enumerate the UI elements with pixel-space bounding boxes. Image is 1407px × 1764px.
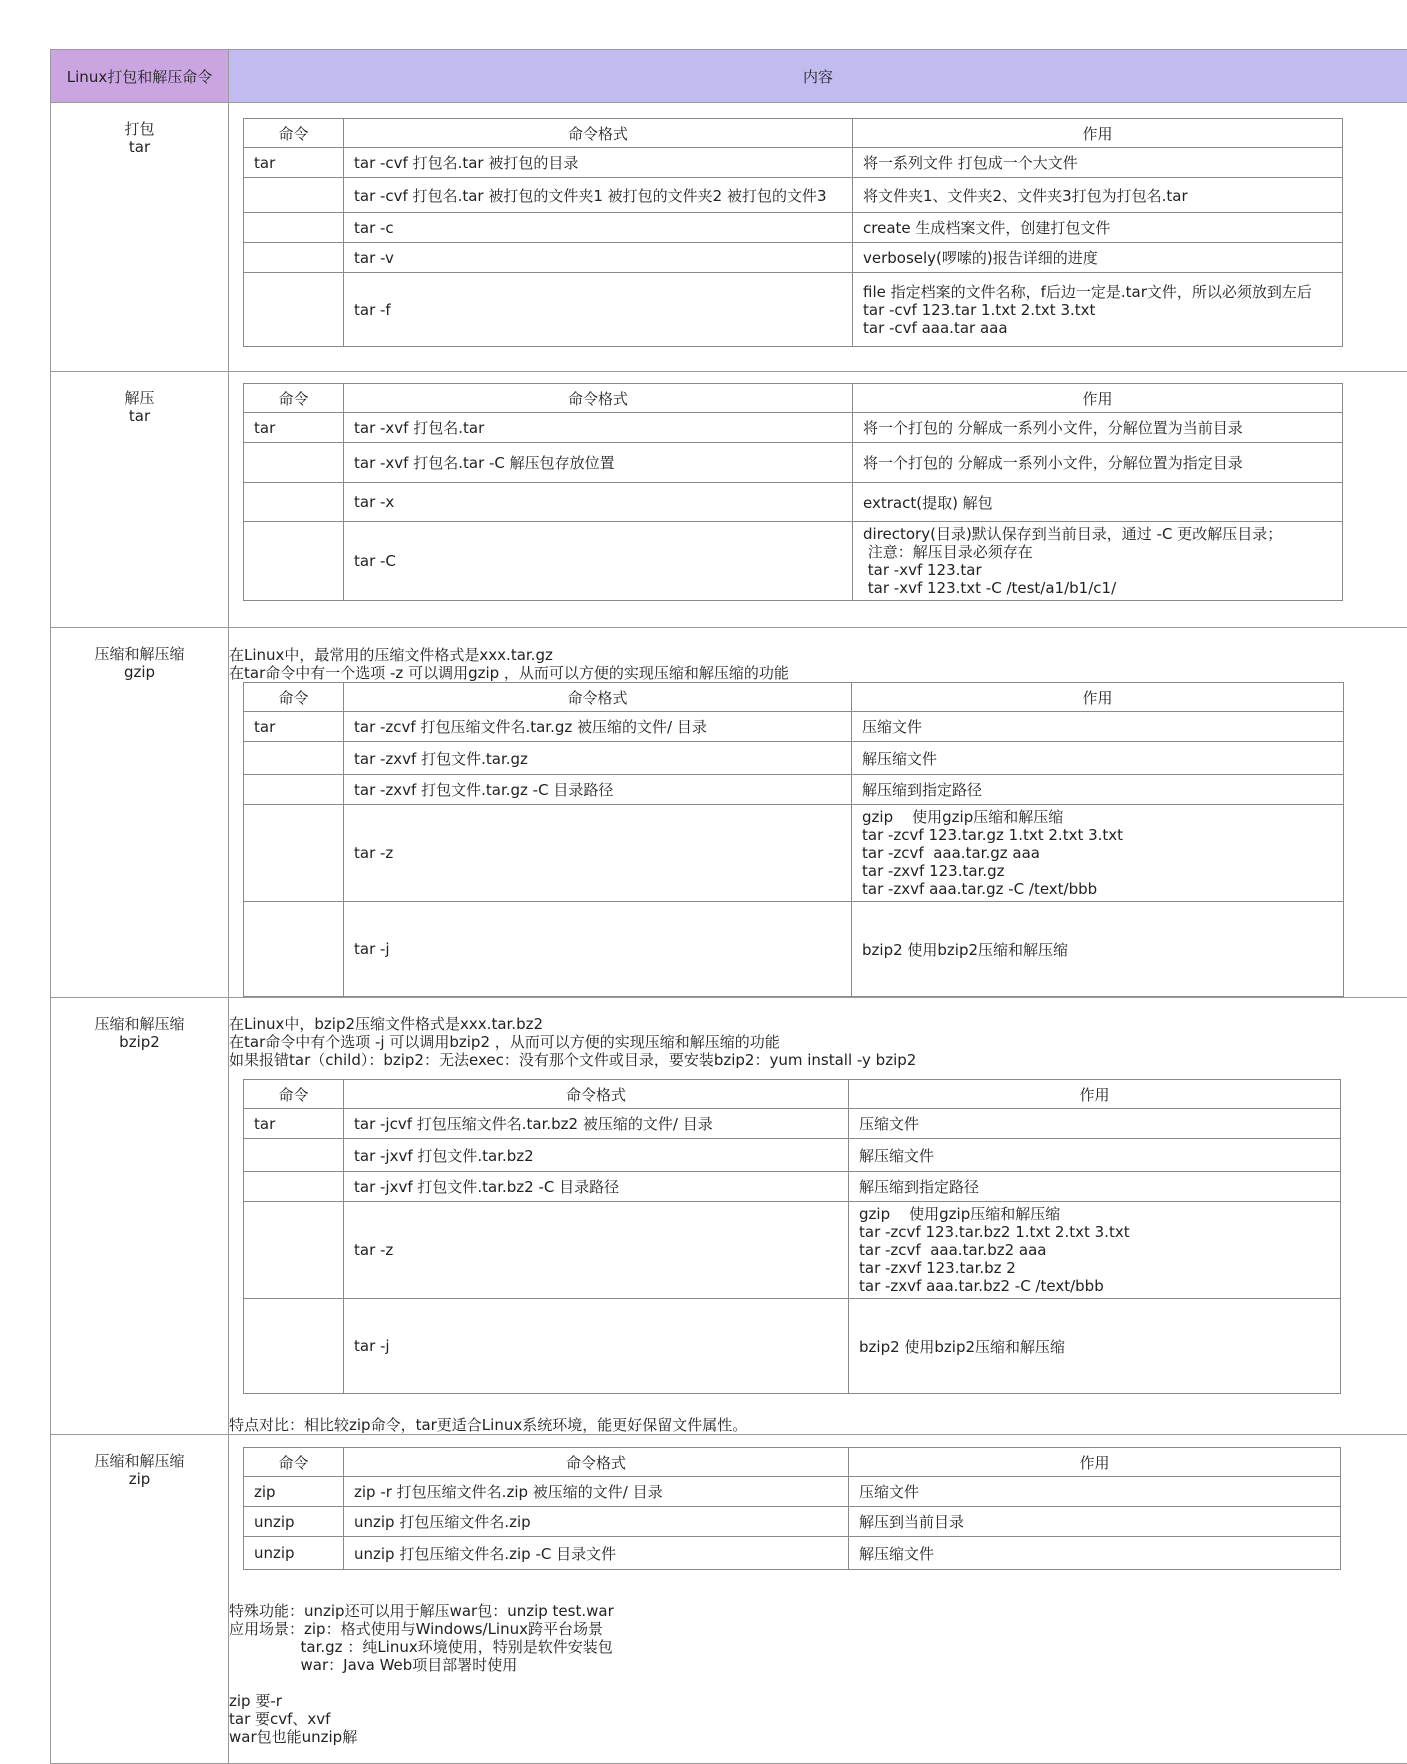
section-row bbox=[51, 998, 1407, 1435]
note-line: war包也能unzip解 bbox=[229, 1728, 1407, 1746]
note-line bbox=[229, 1674, 1407, 1692]
table-row bbox=[244, 1202, 1341, 1299]
section-notes bbox=[229, 1416, 1407, 1434]
cell-effect: 压缩文件 bbox=[849, 1477, 1341, 1507]
command-table-header bbox=[244, 119, 1343, 148]
cell-command: tar bbox=[244, 712, 344, 742]
intro-line: 在tar命令中有个选项 -j 可以调用bzip2 ，从而可以方便的实现压缩和解压缩的功能 bbox=[229, 1033, 1407, 1051]
cell-effect: verbosely(啰嗦的)报告详细的进度 bbox=[853, 243, 1343, 273]
note-line: 特点对比：相比较zip命令，tar更适合Linux系统环境，能更好保留文件属性。 bbox=[229, 1416, 1407, 1434]
effect-line: tar -xvf 123.txt -C /test/a1/b1/c1/ bbox=[863, 579, 1332, 597]
cell-command bbox=[244, 243, 344, 273]
note-line: tar.gz ：纯Linux环境使用，特别是软件安装包 bbox=[229, 1638, 1407, 1656]
table-row bbox=[244, 1477, 1341, 1507]
cell-effect: 解压缩到指定路径 bbox=[852, 775, 1344, 805]
table-row bbox=[244, 178, 1343, 213]
column-header-format: 命令格式 bbox=[344, 384, 853, 413]
effect-line: gzip 使用gzip压缩和解压缩 bbox=[859, 1205, 1330, 1223]
note-line: war：Java Web项目部署时使用 bbox=[229, 1656, 1407, 1674]
cell-format: tar -j bbox=[344, 1299, 849, 1394]
intro-line: 在Linux中，最常用的压缩文件格式是xxx.tar.gz bbox=[229, 646, 1407, 664]
table-row bbox=[244, 1507, 1341, 1537]
cell-effect: extract(提取) 解包 bbox=[853, 483, 1343, 522]
column-header-effect: 作用 bbox=[849, 1080, 1341, 1109]
cell-format: tar -jxvf 打包文件.tar.bz2 bbox=[344, 1139, 849, 1172]
command-table-header bbox=[244, 1080, 1341, 1109]
cell-effect: 解压缩文件 bbox=[849, 1537, 1341, 1570]
table-row bbox=[244, 213, 1343, 243]
cell-command bbox=[244, 273, 344, 347]
cell-format: tar -v bbox=[344, 243, 853, 273]
column-header-format: 命令格式 bbox=[344, 683, 852, 712]
section-title: 压缩和解压缩 bbox=[51, 645, 228, 663]
section-title: 打包 bbox=[51, 120, 228, 138]
cell-format: tar -c bbox=[344, 213, 853, 243]
column-header-cmd: 命令 bbox=[244, 1448, 344, 1477]
cell-effect: 解压缩文件 bbox=[852, 742, 1344, 775]
intro-line: 如果报错tar（child）：bzip2：无法exec：没有那个文件或目录，要安装bzip2：yum install -y bzip2 bbox=[229, 1051, 1407, 1069]
command-table-header bbox=[244, 384, 1343, 413]
section-notes bbox=[229, 1602, 1407, 1746]
cell-command bbox=[244, 775, 344, 805]
effect-line: directory(目录)默认保存到当前目录，通过 -C 更改解压目录； bbox=[863, 525, 1332, 543]
note-line: 特殊功能：unzip还可以用于解压war包：unzip test.war bbox=[229, 1602, 1407, 1620]
table-row bbox=[244, 902, 1344, 997]
effect-line: 注意：解压目录必须存在 bbox=[863, 543, 1332, 561]
column-header-cmd: 命令 bbox=[244, 384, 344, 413]
section-title: 压缩和解压缩 bbox=[51, 1015, 228, 1033]
cell-format: tar -xvf 打包名.tar bbox=[344, 413, 853, 443]
section-label bbox=[51, 1435, 229, 1764]
cell-effect bbox=[853, 522, 1343, 601]
command-table-header bbox=[244, 1448, 1341, 1477]
cell-effect bbox=[849, 1202, 1341, 1299]
cell-effect: bzip2 使用bzip2压缩和解压缩 bbox=[852, 902, 1344, 997]
section-content bbox=[229, 372, 1407, 628]
cell-format: tar -xvf 打包名.tar -C 解压包存放位置 bbox=[344, 443, 853, 483]
section-content bbox=[229, 103, 1407, 372]
section-subtitle: zip bbox=[51, 1470, 228, 1488]
section-intro bbox=[229, 646, 1407, 682]
column-header-effect: 作用 bbox=[853, 384, 1343, 413]
effect-line: tar -zxvf aaa.tar.gz -C /text/bbb bbox=[862, 880, 1333, 898]
table-row bbox=[244, 775, 1344, 805]
effect-line: tar -cvf aaa.tar aaa bbox=[863, 319, 1332, 337]
effect-line: tar -zxvf 123.tar.bz 2 bbox=[859, 1259, 1330, 1277]
table-row bbox=[244, 483, 1343, 522]
command-table bbox=[243, 383, 1343, 601]
cell-effect: create 生成档案文件，创建打包文件 bbox=[853, 213, 1343, 243]
section-row bbox=[51, 628, 1407, 998]
cell-command: tar bbox=[244, 413, 344, 443]
intro-line: 在Linux中，bzip2压缩文件格式是xxx.tar.bz2 bbox=[229, 1015, 1407, 1033]
cell-format: tar -x bbox=[344, 483, 853, 522]
effect-line: tar -zcvf 123.tar.gz 1.txt 2.txt 3.txt bbox=[862, 826, 1333, 844]
cell-format: tar -jxvf 打包文件.tar.bz2 -C 目录路径 bbox=[344, 1172, 849, 1202]
column-header-effect: 作用 bbox=[853, 119, 1343, 148]
effect-line: file 指定档案的文件名称，f后边一定是.tar文件，所以必须放到左后 bbox=[863, 283, 1332, 301]
sections-body bbox=[51, 103, 1407, 1764]
header-left: Linux打包和解压命令 bbox=[51, 50, 229, 103]
section-subtitle: tar bbox=[51, 138, 228, 156]
section-intro bbox=[229, 1015, 1407, 1069]
header-right: 内容 bbox=[229, 50, 1407, 103]
cell-command bbox=[244, 1299, 344, 1394]
cell-command bbox=[244, 178, 344, 213]
cell-format: unzip 打包压缩文件名.zip -C 目录文件 bbox=[344, 1537, 849, 1570]
effect-line: tar -zxvf 123.tar.gz bbox=[862, 862, 1333, 880]
command-table-header bbox=[244, 683, 1344, 712]
section-subtitle: gzip bbox=[51, 663, 228, 681]
command-table bbox=[243, 682, 1344, 997]
column-header-format: 命令格式 bbox=[344, 119, 853, 148]
cell-effect: 将一系列文件 打包成一个大文件 bbox=[853, 148, 1343, 178]
cell-effect: 解压缩文件 bbox=[849, 1139, 1341, 1172]
section-subtitle: bzip2 bbox=[51, 1033, 228, 1051]
section-content bbox=[229, 628, 1407, 998]
section-title: 解压 bbox=[51, 389, 228, 407]
cell-command bbox=[244, 742, 344, 775]
cell-format: tar -zxvf 打包文件.tar.gz -C 目录路径 bbox=[344, 775, 852, 805]
header-row bbox=[51, 50, 1407, 103]
cell-effect: 压缩文件 bbox=[852, 712, 1344, 742]
section-row bbox=[51, 1435, 1407, 1764]
cell-command bbox=[244, 522, 344, 601]
cell-format: tar -zcvf 打包压缩文件名.tar.gz 被压缩的文件/ 目录 bbox=[344, 712, 852, 742]
cell-effect bbox=[852, 805, 1344, 902]
intro-line: 在tar命令中有一个选项 -z 可以调用gzip ，从而可以方便的实现压缩和解压缩的功能 bbox=[229, 664, 1407, 682]
table-row bbox=[244, 742, 1344, 775]
table-row bbox=[244, 1299, 1341, 1394]
cell-format: tar -z bbox=[344, 1202, 849, 1299]
cell-command: tar bbox=[244, 1109, 344, 1139]
column-header-cmd: 命令 bbox=[244, 1080, 344, 1109]
cell-effect: bzip2 使用bzip2压缩和解压缩 bbox=[849, 1299, 1341, 1394]
cell-format: tar -C bbox=[344, 522, 853, 601]
cell-command bbox=[244, 1202, 344, 1299]
effect-line: gzip 使用gzip压缩和解压缩 bbox=[862, 808, 1333, 826]
section-row bbox=[51, 103, 1407, 372]
command-table bbox=[243, 1447, 1341, 1570]
section-label bbox=[51, 998, 229, 1435]
cell-format: unzip 打包压缩文件名.zip bbox=[344, 1507, 849, 1537]
table-row bbox=[244, 805, 1344, 902]
effect-line: tar -zcvf 123.tar.bz2 1.txt 2.txt 3.txt bbox=[859, 1223, 1330, 1241]
effect-line: tar -xvf 123.tar bbox=[863, 561, 1332, 579]
column-header-cmd: 命令 bbox=[244, 683, 344, 712]
section-row bbox=[51, 372, 1407, 628]
section-subtitle: tar bbox=[51, 407, 228, 425]
section-label bbox=[51, 372, 229, 628]
column-header-format: 命令格式 bbox=[344, 1080, 849, 1109]
cell-command: tar bbox=[244, 148, 344, 178]
column-header-cmd: 命令 bbox=[244, 119, 344, 148]
cell-format: tar -z bbox=[344, 805, 852, 902]
effect-line: tar -zcvf aaa.tar.gz aaa bbox=[862, 844, 1333, 862]
column-header-format: 命令格式 bbox=[344, 1448, 849, 1477]
cell-effect: 解压到当前目录 bbox=[849, 1507, 1341, 1537]
table-row bbox=[244, 273, 1343, 347]
cell-command bbox=[244, 1139, 344, 1172]
note-line: 应用场景：zip：格式使用与Windows/Linux跨平台场景 bbox=[229, 1620, 1407, 1638]
table-row bbox=[244, 243, 1343, 273]
note-line: tar 要cvf、xvf bbox=[229, 1710, 1407, 1728]
cell-command bbox=[244, 443, 344, 483]
table-row bbox=[244, 413, 1343, 443]
table-row bbox=[244, 522, 1343, 601]
cell-command bbox=[244, 902, 344, 997]
cell-command bbox=[244, 213, 344, 243]
effect-line: tar -zxvf aaa.tar.bz2 -C /text/bbb bbox=[859, 1277, 1330, 1295]
cell-effect: 将一个打包的 分解成一系列小文件，分解位置为当前目录 bbox=[853, 413, 1343, 443]
cell-format: tar -f bbox=[344, 273, 853, 347]
cell-command bbox=[244, 1172, 344, 1202]
section-content bbox=[229, 998, 1407, 1435]
section-label bbox=[51, 103, 229, 372]
effect-line: tar -cvf 123.tar 1.txt 2.txt 3.txt bbox=[863, 301, 1332, 319]
cell-format: tar -zxvf 打包文件.tar.gz bbox=[344, 742, 852, 775]
table-row bbox=[244, 1537, 1341, 1570]
effect-line: tar -zcvf aaa.tar.bz2 aaa bbox=[859, 1241, 1330, 1259]
command-table bbox=[243, 1079, 1341, 1394]
cell-effect: 解压缩到指定路径 bbox=[849, 1172, 1341, 1202]
column-header-effect: 作用 bbox=[852, 683, 1344, 712]
command-table bbox=[243, 118, 1343, 347]
cell-format: zip -r 打包压缩文件名.zip 被压缩的文件/ 目录 bbox=[344, 1477, 849, 1507]
cell-format: tar -j bbox=[344, 902, 852, 997]
section-label bbox=[51, 628, 229, 998]
cell-format: tar -cvf 打包名.tar 被打包的目录 bbox=[344, 148, 853, 178]
section-title: 压缩和解压缩 bbox=[51, 1452, 228, 1470]
cell-format: tar -cvf 打包名.tar 被打包的文件夹1 被打包的文件夹2 被打包的文件3 bbox=[344, 178, 853, 213]
table-row bbox=[244, 1109, 1341, 1139]
table-row bbox=[244, 1139, 1341, 1172]
cell-effect: 将一个打包的 分解成一系列小文件，分解位置为指定目录 bbox=[853, 443, 1343, 483]
note-line: zip 要-r bbox=[229, 1692, 1407, 1710]
cell-command: zip bbox=[244, 1477, 344, 1507]
cell-command bbox=[244, 805, 344, 902]
main-table bbox=[50, 49, 1407, 1764]
cell-effect: 将文件夹1、文件夹2、文件夹3打包为打包名.tar bbox=[853, 178, 1343, 213]
table-row bbox=[244, 148, 1343, 178]
cell-command: unzip bbox=[244, 1537, 344, 1570]
cell-effect bbox=[853, 273, 1343, 347]
section-content bbox=[229, 1435, 1407, 1764]
cell-command: unzip bbox=[244, 1507, 344, 1537]
column-header-effect: 作用 bbox=[849, 1448, 1341, 1477]
table-row bbox=[244, 1172, 1341, 1202]
cell-format: tar -jcvf 打包压缩文件名.tar.bz2 被压缩的文件/ 目录 bbox=[344, 1109, 849, 1139]
table-row bbox=[244, 443, 1343, 483]
cell-command bbox=[244, 483, 344, 522]
table-row bbox=[244, 712, 1344, 742]
cell-effect: 压缩文件 bbox=[849, 1109, 1341, 1139]
